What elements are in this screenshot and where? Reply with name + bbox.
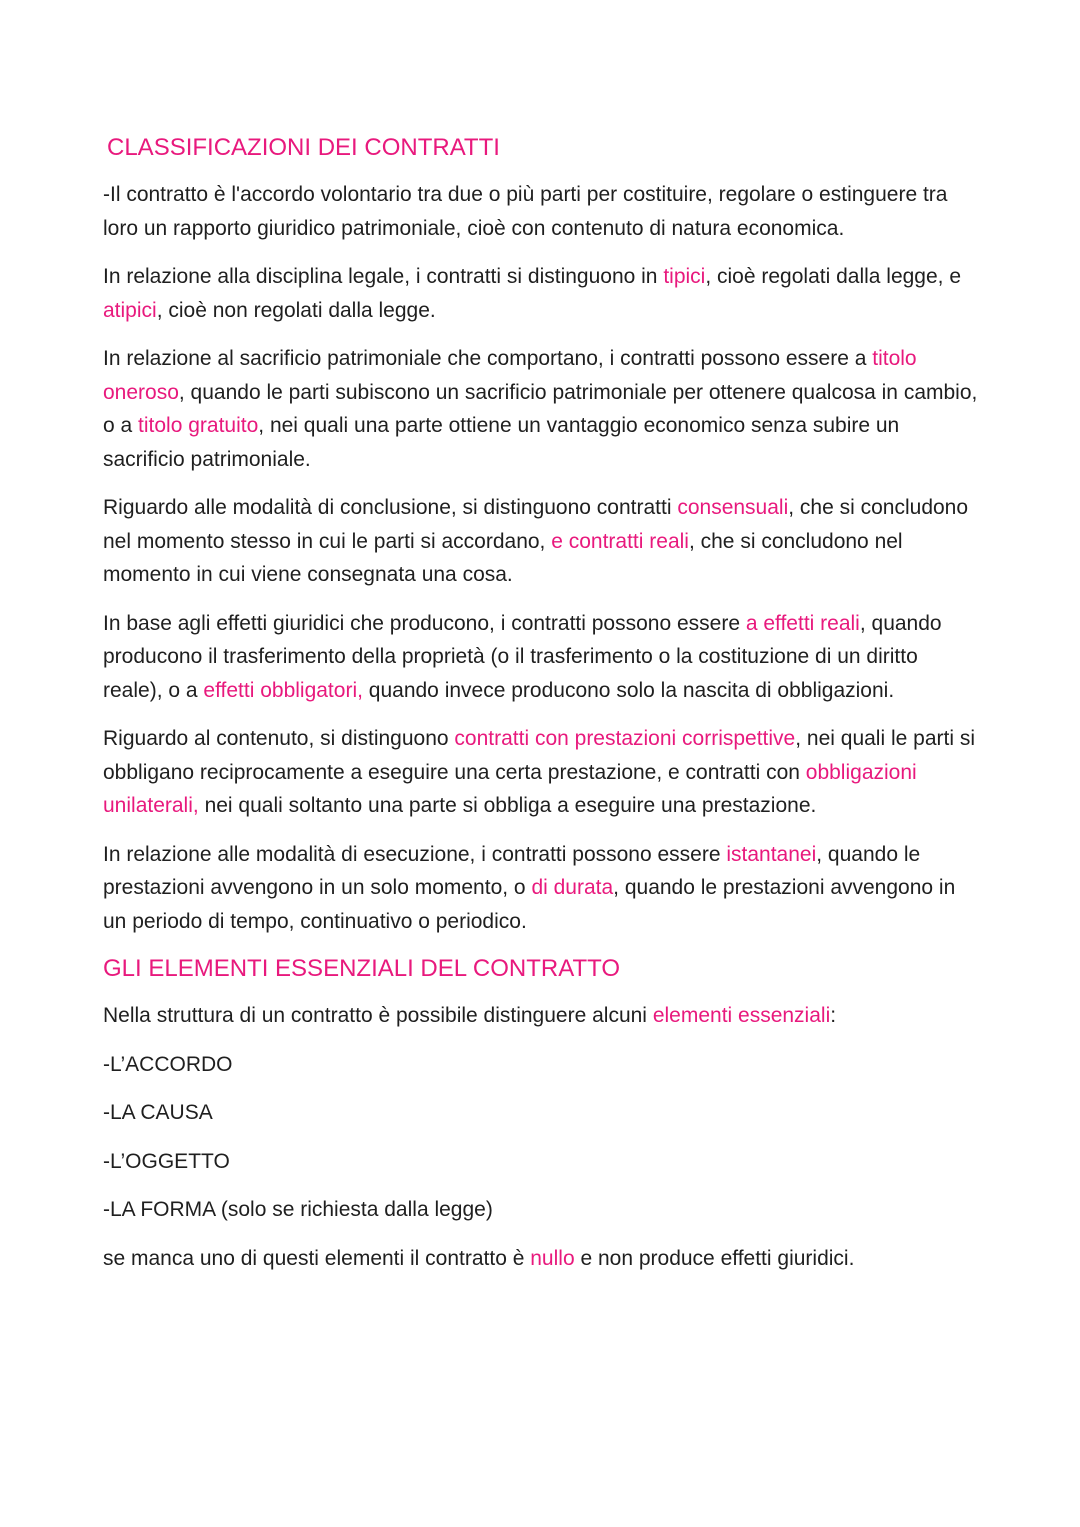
section-heading-elementi-essenziali: GLI ELEMENTI ESSENZIALI DEL CONTRATTO	[103, 955, 620, 982]
paragraph-disciplina-legale	[103, 260, 980, 327]
highlight-term: titolo oneroso	[103, 347, 917, 404]
highlight-term: e contratti reali	[551, 529, 689, 553]
list-item-oggetto: -L’OGGETTO	[103, 1149, 230, 1173]
paragraph-definizione: -Il contratto è l'accordo volontario tra due o più parti per costituire, regolare o estinguere tra loro un rapporto giuridico patrimoniale, cioè con contenuto di natura economica.	[103, 183, 948, 240]
text-run: e non produce effetti giuridici.	[574, 1246, 855, 1270]
text-run: , che si concludono nel momento stesso in cui le parti si accordano,	[103, 496, 969, 553]
text-run: In relazione alla disciplina legale, i contratti si distinguono in	[103, 265, 664, 288]
list-item-causa: -LA CAUSA	[103, 1101, 213, 1124]
section-heading-classificazioni: CLASSIFICAZIONI DEI CONTRATTI	[107, 134, 500, 161]
highlight-term: tipici	[663, 265, 706, 288]
text-run: quando invece producono solo la nascita di obbligazioni.	[362, 678, 895, 702]
paragraph-effetti-giuridici	[103, 607, 980, 708]
text-run: In relazione alle modalità di esecuzione, i contratti possono essere	[103, 842, 727, 866]
text-run: , quando le parti subiscono un sacrificio patrimoniale per ottenere qualcosa in cambio, o a	[103, 380, 978, 437]
text-run: , nei quali una parte ottiene un vantaggio economico senza subire un sacrificio patrimoniale.	[103, 414, 900, 471]
text-run: :	[830, 1004, 837, 1027]
highlight-term: effetti obbligatori,	[203, 678, 363, 702]
list-item-forma: -LA FORMA (solo se richiesta dalla legge)	[103, 1198, 493, 1221]
paragraph-contenuto	[103, 722, 980, 823]
highlight-term: titolo gratuito	[138, 414, 259, 437]
highlight-term: a effetti reali	[745, 611, 860, 635]
text-run: Riguardo al contenuto, si distinguono	[103, 727, 455, 750]
highlight-term: atipici	[103, 298, 157, 322]
highlight-term: contratti con prestazioni corrispettive	[454, 727, 796, 750]
paragraph-sacrificio-patrimoniale	[103, 342, 980, 476]
highlight-term: di durata	[531, 876, 614, 899]
paragraph-conclusione-nullita	[103, 1242, 980, 1276]
highlight-term: nullo	[530, 1246, 575, 1270]
paragraph-modalita-esecuzione	[103, 838, 980, 939]
text-run: , quando le prestazioni avvengono in un periodo di tempo, continuativo o periodico.	[103, 876, 956, 933]
text-run: , quando le prestazioni avvengono in un solo momento, o	[103, 842, 921, 899]
text-run: Riguardo alle modalità di conclusione, si distinguono contratti	[103, 496, 678, 519]
highlight-term: consensuali	[677, 496, 789, 519]
text-run: , che si concludono nel momento in cui viene consegnata una cosa.	[103, 529, 903, 586]
text-run: In relazione al sacrificio patrimoniale che comportano, i contratti possono essere a	[103, 347, 873, 370]
paragraph-modalita-conclusione	[103, 491, 980, 592]
text-run: In base agli effetti giuridici che producono, i contratti possono essere	[103, 611, 746, 635]
highlight-term: istantanei	[726, 842, 817, 866]
paragraph-elementi-intro	[103, 999, 980, 1033]
list-item-accordo: -L’ACCORDO	[103, 1052, 233, 1076]
text-run: Nella struttura di un contratto è possibile distinguere alcuni	[103, 1004, 653, 1027]
highlight-term: elementi essenziali	[652, 1004, 831, 1027]
text-run: nei quali soltanto una parte si obbliga a eseguire una prestazione.	[198, 794, 817, 817]
text-run: , cioè regolati dalla legge, e	[705, 265, 962, 288]
text-run: , cioè non regolati dalla legge.	[156, 298, 436, 322]
text-run: , quando producono il trasferimento della proprietà (o il trasferimento o la costituzione di un diritto reale), o a	[103, 611, 942, 702]
highlight-term: obbligazioni unilaterali,	[103, 760, 917, 817]
text-run: , nei quali le parti si obbligano reciprocamente a eseguire una certa prestazione, e contratti con	[103, 727, 975, 784]
text-run: se manca uno di questi elementi il contratto è	[103, 1246, 531, 1270]
